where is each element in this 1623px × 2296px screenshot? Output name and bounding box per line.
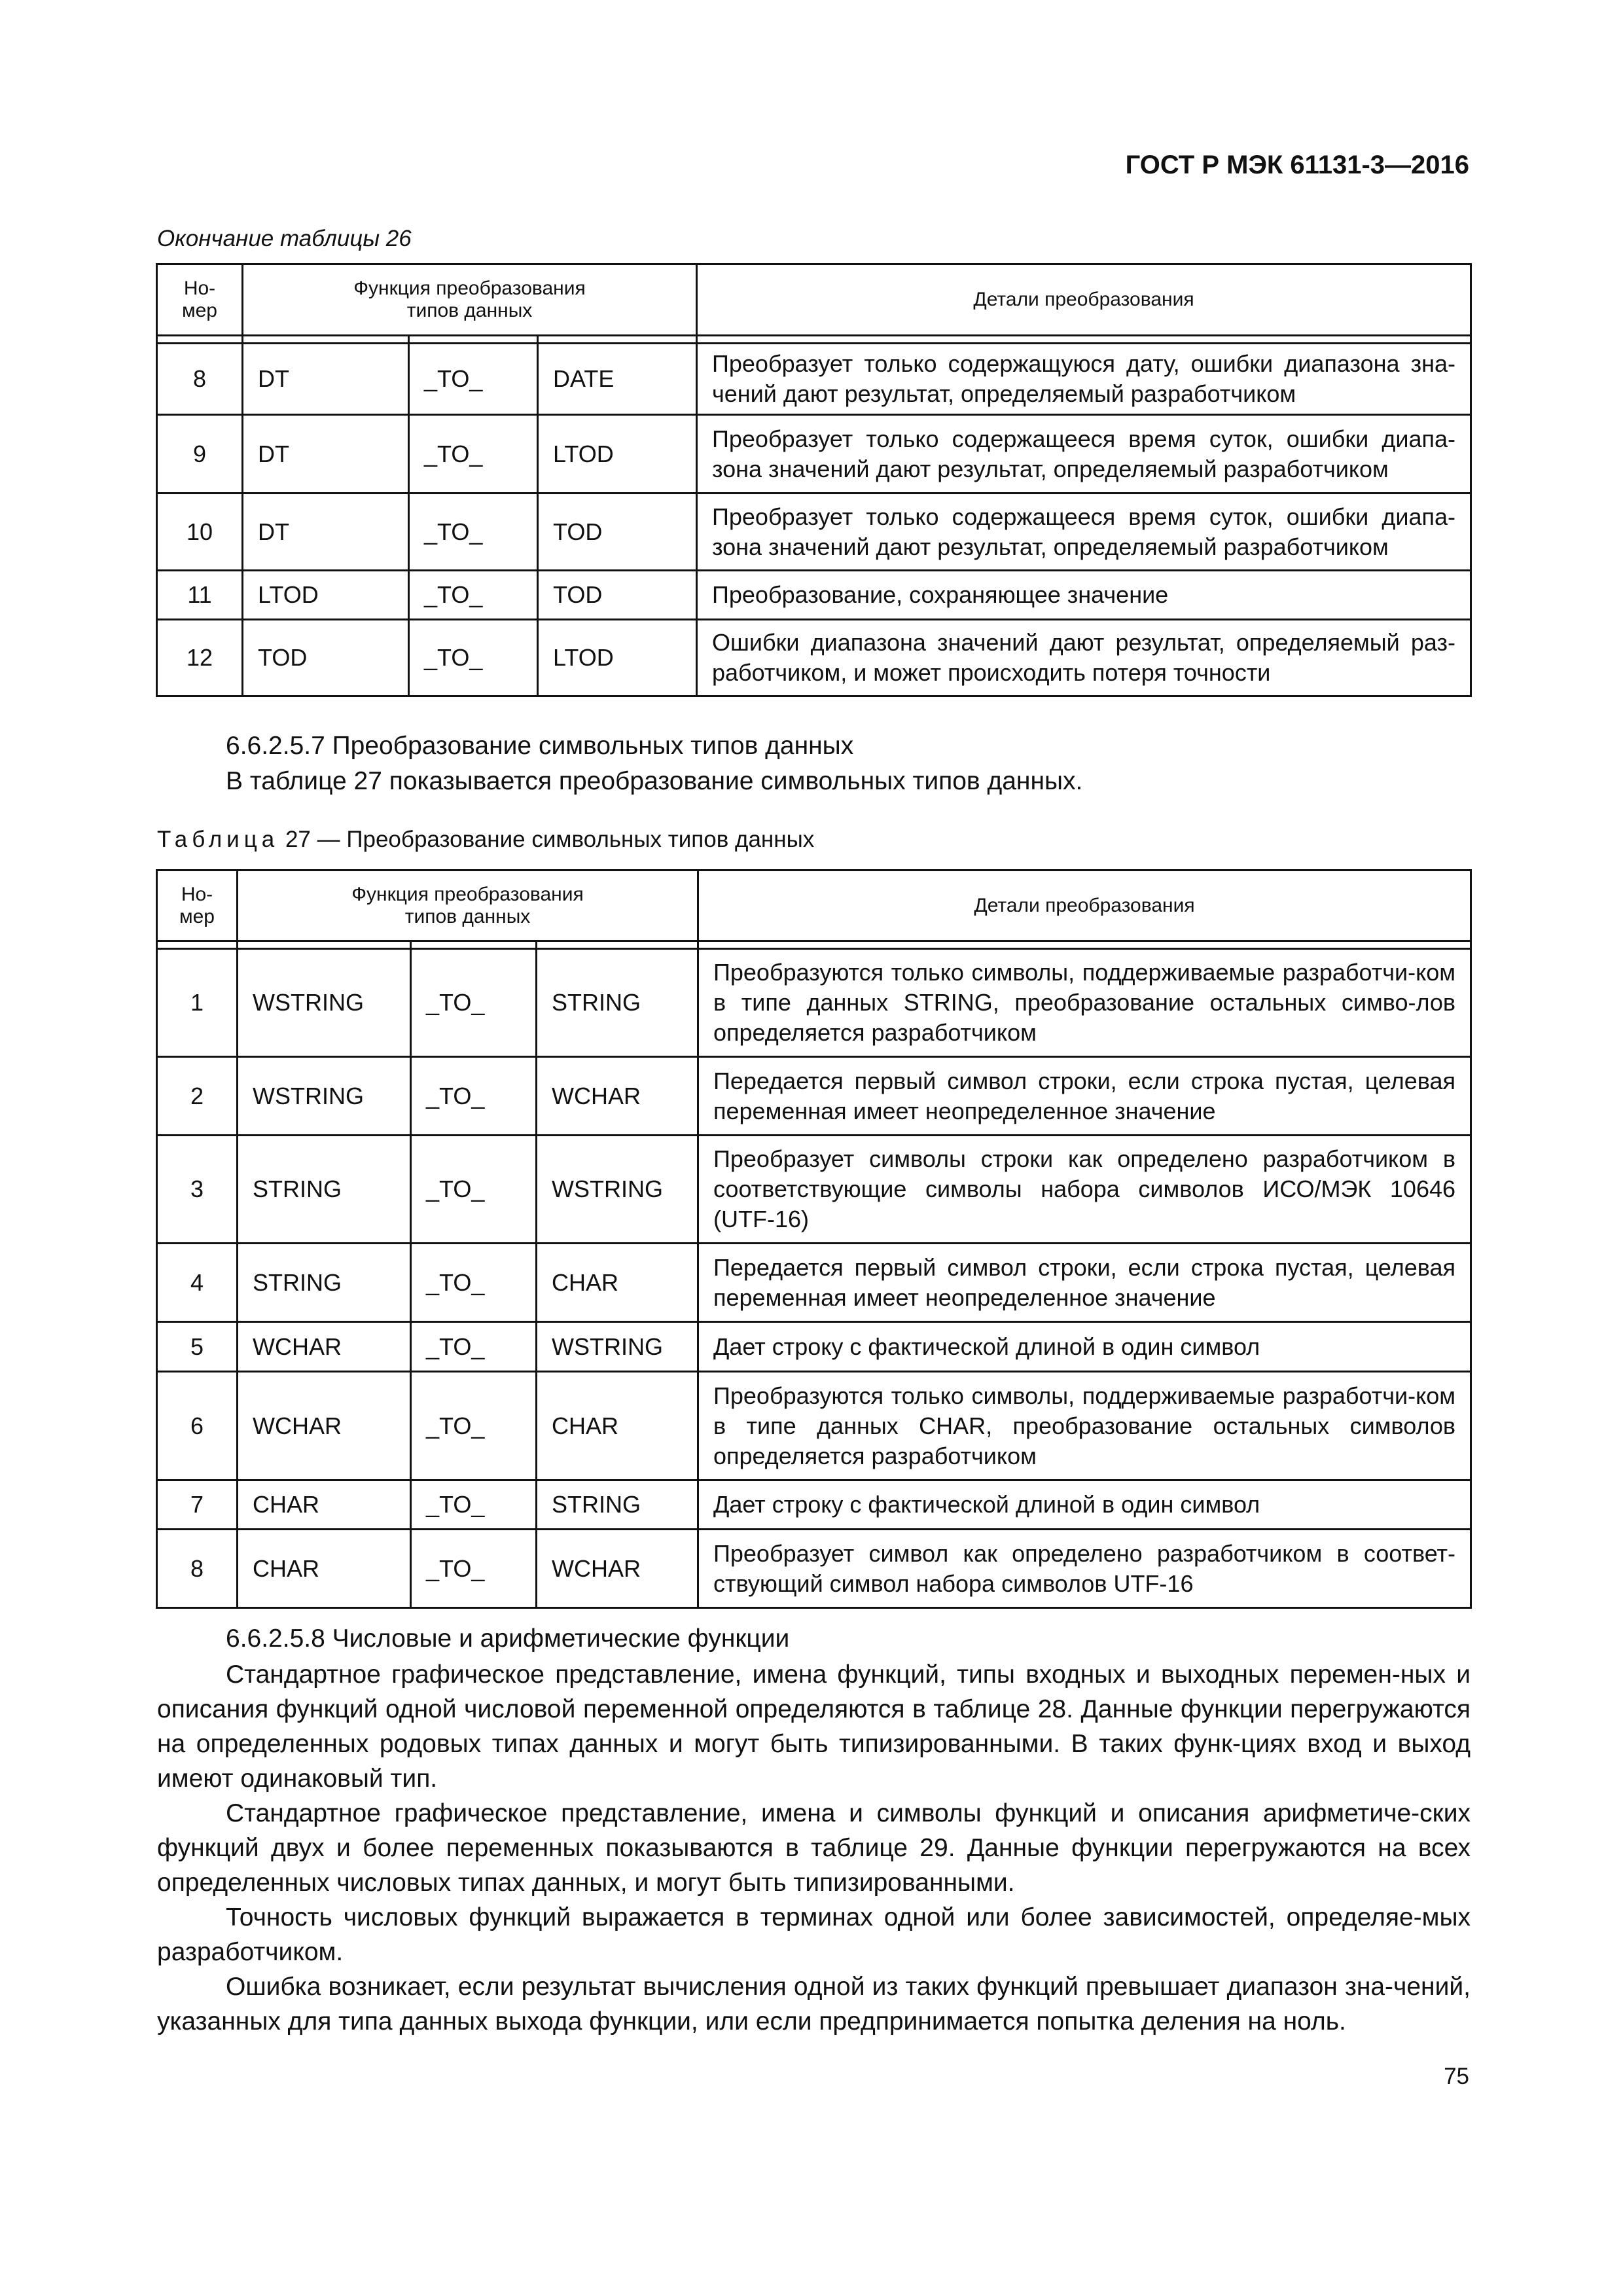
table-row (157, 1057, 1471, 1136)
conversion-operator: _TO_ (411, 1136, 537, 1244)
paragraph: Стандартное графическое представление, имена функций, типы входных и выходных перемен-ных и описания функций одной числовой переменной определяются в таблице 28. Данные функции перегружаются на определенных родовых типах данных и могут быть типизированными. В таких функ-циях вход и выход имеют одинаковый тип. (157, 1660, 1471, 1793)
conversion-details: Дает строку с фактической длиной в один символ (698, 1322, 1471, 1372)
header-details: Детали преобразования (698, 870, 1471, 941)
conversion-details: Преобразует только содержащееся время суток, ошибки диапа-зона значений дают результат, определяемый разработчиком (697, 415, 1471, 493)
target-type: WCHAR (537, 1530, 698, 1608)
conversion-operator: _TO_ (409, 493, 538, 571)
header-number: Но- мер (157, 264, 243, 336)
row-number: 3 (157, 1136, 238, 1244)
table-27 (156, 869, 1472, 1609)
target-type: LTOD (538, 415, 697, 493)
table-title-text: 27 — Преобразование символьных типов данных (285, 827, 815, 852)
paragraph: Ошибка возникает, если результат вычисления одной из таких функций превышает диапазон зна-чений, указанных для типа данных выхода функции, или если предпринимается попытка деления на ноль. (157, 1973, 1471, 2036)
document-standard-header: ГОСТ Р МЭК 61131-3—2016 (1125, 151, 1469, 179)
row-number: 9 (157, 415, 243, 493)
table-row (157, 415, 1471, 493)
header-details: Детали преобразования (697, 264, 1471, 336)
table-row (157, 493, 1471, 571)
table-row (157, 1136, 1471, 1244)
section-body (157, 1657, 1471, 2039)
source-type: TOD (243, 620, 409, 696)
section-intro-text: В таблице 27 показывается преобразование символьных типов данных. (226, 767, 1083, 795)
target-type: WCHAR (537, 1057, 698, 1136)
table-26 (156, 263, 1472, 697)
row-number: 7 (157, 1480, 238, 1530)
source-type: WSTRING (238, 1057, 411, 1136)
target-type: STRING (537, 1480, 698, 1530)
header-function: Функция преобразования типов данных (243, 264, 697, 336)
header-number: Но- мер (157, 870, 238, 941)
conversion-operator: _TO_ (411, 1530, 537, 1608)
target-type: TOD (538, 493, 697, 571)
conversion-operator: _TO_ (411, 1057, 537, 1136)
paragraph: Стандартное графическое представление, имена и символы функций и описания арифметиче-ских функций двух и более переменных показываются в таблице 29. Данные функции перегружаются на всех определенных числовых типах данных, и могут быть типизированными. (157, 1799, 1471, 1897)
row-number: 5 (157, 1322, 238, 1372)
section-heading-6-6-2-5-8: 6.6.2.5.8 Числовые и арифметические функции (226, 1624, 790, 1653)
conversion-details: Ошибки диапазона значений дают результат, определяемый раз-работчиком, и может происходить потеря точности (697, 620, 1471, 696)
source-type: WCHAR (238, 1372, 411, 1480)
table-row (157, 1372, 1471, 1480)
conversion-details: Преобразует символы строки как определено разработчиком в соответствующие символы набора символов ИСО/МЭК 10646 (UTF-16) (698, 1136, 1471, 1244)
table-row (157, 949, 1471, 1057)
source-type: STRING (238, 1244, 411, 1322)
conversion-operator: _TO_ (411, 1372, 537, 1480)
table-row (157, 1244, 1471, 1322)
table-row (157, 1480, 1471, 1530)
page-number: 75 (1444, 2064, 1469, 2089)
target-type: CHAR (537, 1244, 698, 1322)
source-type: DT (243, 493, 409, 571)
table-row (157, 571, 1471, 620)
conversion-details: Дает строку с фактической длиной в один символ (698, 1480, 1471, 1530)
row-number: 11 (157, 571, 243, 620)
source-type: STRING (238, 1136, 411, 1244)
row-number: 1 (157, 949, 238, 1057)
conversion-operator: _TO_ (409, 571, 538, 620)
conversion-details: Преобразуются только символы, поддерживаемые разработчи-ком в типе данных STRING, преобразование остальных симво-лов определяется разработчиком (698, 949, 1471, 1057)
source-type: CHAR (238, 1480, 411, 1530)
header-function: Функция преобразования типов данных (238, 870, 698, 941)
target-type: TOD (538, 571, 697, 620)
table-label: Таблица (157, 827, 279, 852)
source-type: DT (243, 344, 409, 415)
row-number: 8 (157, 1530, 238, 1608)
conversion-operator: _TO_ (411, 1244, 537, 1322)
target-type: STRING (537, 949, 698, 1057)
target-type: LTOD (538, 620, 697, 696)
row-number: 10 (157, 493, 243, 571)
row-number: 6 (157, 1372, 238, 1480)
conversion-operator: _TO_ (411, 949, 537, 1057)
conversion-details: Преобразует только содержащуюся дату, ошибки диапазона зна-чений дают результат, определяемый разработчиком (697, 344, 1471, 415)
table-row (157, 344, 1471, 415)
source-type: WCHAR (238, 1322, 411, 1372)
source-type: CHAR (238, 1530, 411, 1608)
section-heading-6-6-2-5-7: 6.6.2.5.7 Преобразование символьных типов данных (226, 732, 854, 760)
source-type: WSTRING (238, 949, 411, 1057)
row-number: 12 (157, 620, 243, 696)
table27-title (157, 827, 814, 853)
conversion-details: Преобразует только содержащееся время суток, ошибки диапа-зона значений дают результат, определяемый разработчиком (697, 493, 1471, 571)
table-row (157, 1530, 1471, 1608)
table-row (157, 620, 1471, 696)
conversion-details: Преобразует символ как определено разработчиком в соответ-ствующий символ набора символов UTF-16 (698, 1530, 1471, 1608)
conversion-operator: _TO_ (409, 415, 538, 493)
table-row (157, 1322, 1471, 1372)
target-type: WSTRING (537, 1136, 698, 1244)
table26-continuation-caption: Окончание таблицы 26 (157, 226, 412, 251)
conversion-details: Передается первый символ строки, если строка пустая, целевая переменная имеет неопределенное значение (698, 1244, 1471, 1322)
conversion-details: Преобразуются только символы, поддерживаемые разработчи-ком в типе данных CHAR, преобразование остальных символов определяется разработчиком (698, 1372, 1471, 1480)
row-number: 2 (157, 1057, 238, 1136)
row-number: 4 (157, 1244, 238, 1322)
row-number: 8 (157, 344, 243, 415)
conversion-details: Передается первый символ строки, если строка пустая, целевая переменная имеет неопределенное значение (698, 1057, 1471, 1136)
target-type: WSTRING (537, 1322, 698, 1372)
conversion-details: Преобразование, сохраняющее значение (697, 571, 1471, 620)
conversion-operator: _TO_ (409, 620, 538, 696)
target-type: CHAR (537, 1372, 698, 1480)
conversion-operator: _TO_ (411, 1480, 537, 1530)
source-type: LTOD (243, 571, 409, 620)
conversion-operator: _TO_ (411, 1322, 537, 1372)
target-type: DATE (538, 344, 697, 415)
source-type: DT (243, 415, 409, 493)
paragraph: Точность числовых функций выражается в терминах одной или более зависимостей, определяе-мых разработчиком. (157, 1903, 1471, 1966)
conversion-operator: _TO_ (409, 344, 538, 415)
